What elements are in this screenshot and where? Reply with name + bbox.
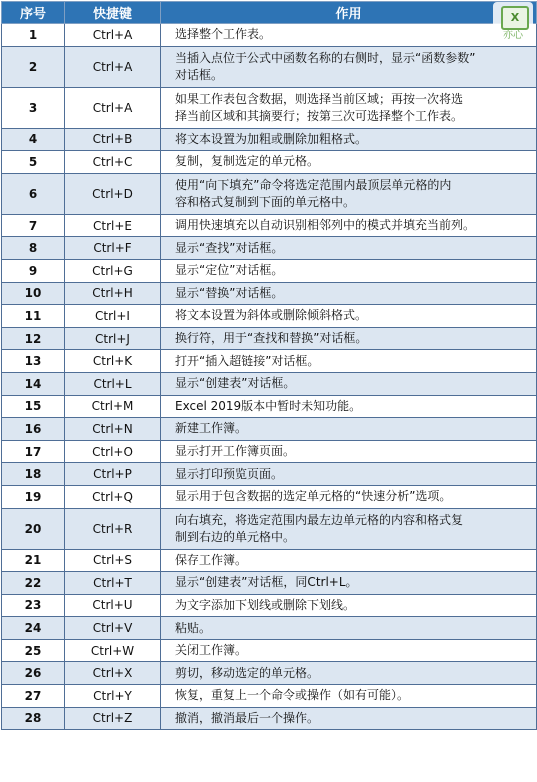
header-index: 序号 [2,2,65,24]
row-description [161,549,537,572]
row-description [161,463,537,486]
row-index: 25 [2,639,65,662]
table-row [2,617,537,640]
row-shortcut: Ctrl+E [65,214,161,237]
row-description [161,214,537,237]
table-row [2,214,537,237]
row-index: 6 [2,173,65,214]
row-index: 20 [2,508,65,549]
row-shortcut: Ctrl+F [65,237,161,260]
row-index: 15 [2,395,65,418]
row-description [161,639,537,662]
row-index: 21 [2,549,65,572]
description-line: 将文本设置为斜体或删除倾斜格式。 [175,308,368,323]
row-description [161,572,537,595]
row-description [161,128,537,151]
description-line: 保存工作簿。 [175,552,248,567]
description-line: Excel 2019版本中暂时未知功能。 [175,398,362,413]
row-index: 11 [2,305,65,328]
row-index: 26 [2,662,65,685]
row-shortcut: Ctrl+Q [65,485,161,508]
description-line: 为文字添加下划线或删除下划线。 [175,597,356,612]
row-index: 27 [2,685,65,708]
row-index: 3 [2,87,65,128]
table-row [2,151,537,174]
row-index: 7 [2,214,65,237]
description-line: 显示“查找”对话框。 [175,240,284,255]
row-description [161,418,537,441]
table-row [2,440,537,463]
row-description [161,259,537,282]
description-line: 显示打印预览页面。 [175,466,284,481]
description-line: 显示打开工作簿页面。 [175,444,296,459]
description-line: 使用“向下填充”命令将选定范围内最顶层单元格的内 [175,177,452,192]
row-description [161,707,537,730]
row-index: 4 [2,128,65,151]
row-description [161,151,537,174]
description-line: 粘贴。 [175,620,212,635]
excel-logo-icon: X [501,6,529,30]
table-row [2,87,537,128]
description-line: 显示“替换”对话框。 [175,285,284,300]
description-line: 换行符，用于“查找和替换”对话框。 [175,331,368,346]
row-shortcut: Ctrl+H [65,282,161,305]
row-description [161,282,537,305]
row-description [161,327,537,350]
table-row [2,350,537,373]
row-shortcut: Ctrl+G [65,259,161,282]
row-shortcut: Ctrl+R [65,508,161,549]
watermark-logo [493,2,533,42]
row-shortcut: Ctrl+O [65,440,161,463]
table-row [2,173,537,214]
row-index: 8 [2,237,65,260]
table-row [2,418,537,441]
row-shortcut: Ctrl+B [65,128,161,151]
table-row [2,639,537,662]
header-shortcut: 快捷键 [65,2,161,24]
description-line: 选择整个工作表。 [175,27,272,42]
row-description [161,237,537,260]
description-line: 制到右边的单元格中。 [175,529,296,544]
row-shortcut: Ctrl+N [65,418,161,441]
description-line: 关闭工作簿。 [175,643,248,658]
table-row [2,259,537,282]
description-line: 显示用于包含数据的选定单元格的“快速分析”选项。 [175,489,452,504]
row-description [161,440,537,463]
row-index: 22 [2,572,65,595]
row-index: 19 [2,485,65,508]
table-row [2,685,537,708]
row-shortcut: Ctrl+M [65,395,161,418]
row-description [161,662,537,685]
description-line: 容和格式复制到下面的单元格中。 [175,194,356,209]
row-shortcut: Ctrl+V [65,617,161,640]
row-shortcut: Ctrl+A [65,87,161,128]
description-line: 打开“插入超链接”对话框。 [175,353,320,368]
description-line: 显示“定位”对话框。 [175,263,284,278]
row-description [161,350,537,373]
row-description [161,46,537,87]
row-shortcut: Ctrl+X [65,662,161,685]
row-index: 24 [2,617,65,640]
description-line: 显示“创建表”对话框，同Ctrl+L。 [175,575,358,590]
row-shortcut: Ctrl+I [65,305,161,328]
row-index: 10 [2,282,65,305]
table-row [2,237,537,260]
row-shortcut: Ctrl+J [65,327,161,350]
watermark-caption: 亦心 [503,30,523,41]
row-index: 12 [2,327,65,350]
table-row [2,463,537,486]
table-row [2,485,537,508]
row-index: 16 [2,418,65,441]
table-row [2,24,537,47]
shortcut-table [1,1,537,730]
row-shortcut: Ctrl+U [65,594,161,617]
row-description [161,24,537,47]
description-line: 显示“创建表”对话框。 [175,376,296,391]
table-row [2,662,537,685]
table-header-row [2,2,537,24]
row-shortcut: Ctrl+Y [65,685,161,708]
description-line: 新建工作簿。 [175,421,248,436]
description-line: 恢复，重复上一个命令或操作（如有可能）。 [175,688,410,703]
row-shortcut: Ctrl+S [65,549,161,572]
description-line: 剪切，移动选定的单元格。 [175,665,320,680]
row-index: 1 [2,24,65,47]
row-description [161,372,537,395]
description-line: 如果工作表包含数据，则选择当前区域；再按一次将选 [175,91,464,106]
row-description [161,305,537,328]
table-row [2,395,537,418]
table-row [2,305,537,328]
description-line: 对话框。 [175,67,224,82]
row-description [161,594,537,617]
row-shortcut: Ctrl+D [65,173,161,214]
row-description [161,617,537,640]
row-index: 14 [2,372,65,395]
table-row [2,508,537,549]
row-shortcut: Ctrl+L [65,372,161,395]
row-shortcut: Ctrl+A [65,46,161,87]
description-line: 撤消，撤消最后一个操作。 [175,710,320,725]
row-description [161,508,537,549]
table-row [2,282,537,305]
table-row [2,594,537,617]
row-shortcut: Ctrl+C [65,151,161,174]
description-line: 将文本设置为加粗或删除加粗格式。 [175,131,368,146]
description-line: 调用快速填充以自动识别相邻列中的模式并填充当前列。 [175,218,476,233]
row-index: 2 [2,46,65,87]
row-shortcut: Ctrl+T [65,572,161,595]
row-shortcut: Ctrl+K [65,350,161,373]
row-description [161,485,537,508]
row-shortcut: Ctrl+W [65,639,161,662]
row-description [161,173,537,214]
description-line: 择当前区域和其摘要行；按第三次可选择整个工作表。 [175,108,464,123]
table-row [2,572,537,595]
row-shortcut: Ctrl+A [65,24,161,47]
row-shortcut: Ctrl+Z [65,707,161,730]
row-index: 9 [2,259,65,282]
row-description [161,395,537,418]
row-index: 23 [2,594,65,617]
header-function: 作用 [161,2,537,24]
row-index: 5 [2,151,65,174]
row-index: 18 [2,463,65,486]
description-line: 复制，复制选定的单元格。 [175,154,320,169]
table-row [2,128,537,151]
table-row [2,707,537,730]
table-body [2,24,537,730]
table-row [2,46,537,87]
row-index: 17 [2,440,65,463]
row-description [161,87,537,128]
row-index: 13 [2,350,65,373]
table-row [2,372,537,395]
row-shortcut: Ctrl+P [65,463,161,486]
row-description [161,685,537,708]
row-index: 28 [2,707,65,730]
description-line: 当插入点位于公式中函数名称的右侧时，显示“函数参数” [175,50,476,65]
table-row [2,549,537,572]
table-row [2,327,537,350]
description-line: 向右填充，将选定范围内最左边单元格的内容和格式复 [175,512,464,527]
